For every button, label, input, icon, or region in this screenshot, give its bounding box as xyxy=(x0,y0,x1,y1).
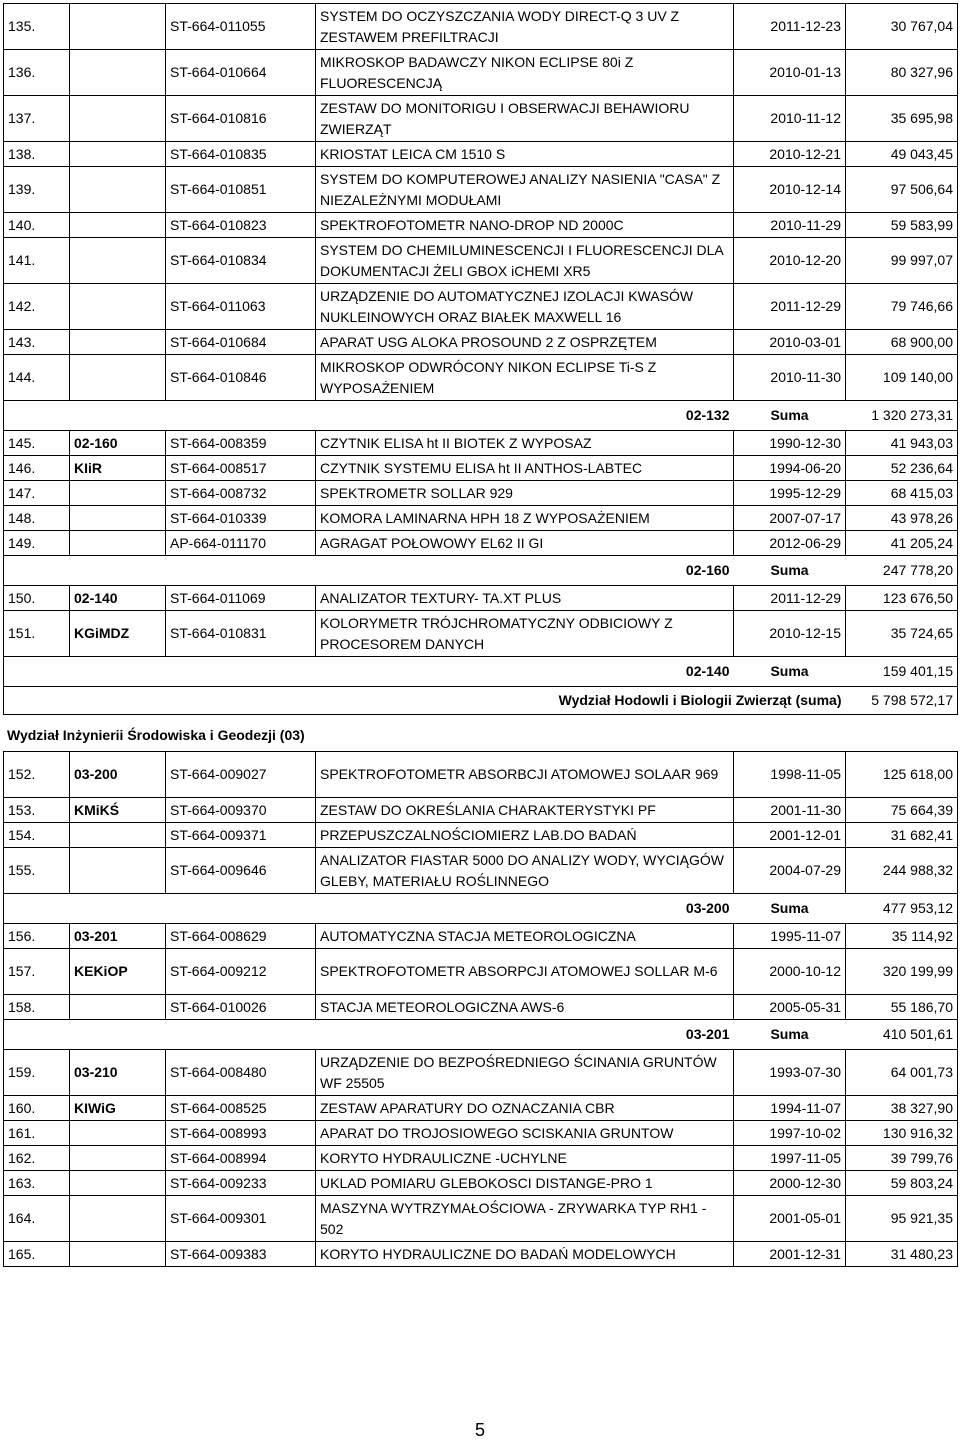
item-name: KRIOSTAT LEICA CM 1510 S xyxy=(316,142,734,167)
row-number: 147. xyxy=(4,481,70,506)
inventory-number: ST-664-010664 xyxy=(166,50,316,96)
row-number: 139. xyxy=(4,167,70,213)
table-row xyxy=(4,50,958,96)
subtotal-value: 1 320 273,31 xyxy=(846,401,958,431)
row-number: 142. xyxy=(4,284,70,330)
item-value: 52 236,64 xyxy=(846,456,958,481)
item-value: 130 916,32 xyxy=(846,1121,958,1146)
item-name: SPEKTROMETR SOLLAR 929 xyxy=(316,481,734,506)
item-value: 80 327,96 xyxy=(846,50,958,96)
subtotal-spacer xyxy=(4,657,734,687)
subtotal-code: 03-200 xyxy=(685,900,730,916)
inventory-number: ST-664-009301 xyxy=(166,1196,316,1242)
inventory-number: ST-664-008480 xyxy=(166,1050,316,1096)
item-value: 30 767,04 xyxy=(846,4,958,50)
unit-code: KMiKŚ xyxy=(70,798,166,823)
item-value: 35 695,98 xyxy=(846,96,958,142)
item-value: 49 043,45 xyxy=(846,142,958,167)
unit-code xyxy=(70,284,166,330)
subtotal-value: 247 778,20 xyxy=(846,556,958,586)
inventory-number: ST-664-010834 xyxy=(166,238,316,284)
item-name: UKLAD POMIARU GLEBOKOSCI DISTANGE-PRO 1 xyxy=(316,1171,734,1196)
page-number: 5 xyxy=(474,1420,485,1440)
department-title: Wydział Inżynierii Środowiska i Geodezji (03) xyxy=(7,727,305,743)
table-row xyxy=(4,238,958,284)
acquisition-date: 2011-12-29 xyxy=(734,586,846,611)
row-number: 141. xyxy=(4,238,70,284)
unit-code: KEKiOP xyxy=(70,949,166,995)
unit-code xyxy=(70,1121,166,1146)
row-number: 158. xyxy=(4,995,70,1020)
unit-code: KGiMDZ xyxy=(70,611,166,657)
table-row xyxy=(4,142,958,167)
inventory-number: ST-664-009646 xyxy=(166,848,316,894)
row-number: 165. xyxy=(4,1242,70,1267)
item-name: MASZYNA WYTRZYMAŁOŚCIOWA - ZRYWARKA TYP RH1 - 502 xyxy=(316,1196,734,1242)
row-number: 146. xyxy=(4,456,70,481)
acquisition-date: 2001-12-01 xyxy=(734,823,846,848)
item-name: KOLORYMETR TRÓJCHROMATYCZNY ODBICIOWY Z PROCESOREM DANYCH xyxy=(316,611,734,657)
acquisition-date: 2011-12-23 xyxy=(734,4,846,50)
item-name: SPEKTROFOTOMETR ABSORBCJI ATOMOWEJ SOLAAR 969 xyxy=(316,752,734,798)
inventory-number: ST-664-009233 xyxy=(166,1171,316,1196)
item-name: KOMORA LAMINARNA HPH 18 Z WYPOSAŻENIEM xyxy=(316,506,734,531)
table-row xyxy=(4,924,958,949)
item-value: 31 682,41 xyxy=(846,823,958,848)
unit-code: 02-160 xyxy=(70,431,166,456)
row-number: 155. xyxy=(4,848,70,894)
table-row xyxy=(4,213,958,238)
subtotal-code: 02-132 xyxy=(685,407,730,423)
unit-code xyxy=(70,355,166,401)
item-value: 59 583,99 xyxy=(846,213,958,238)
unit-code xyxy=(70,330,166,355)
inventory-number: ST-664-010831 xyxy=(166,611,316,657)
item-name: SYSTEM DO KOMPUTEROWEJ ANALIZY NASIENIA "CASA" Z NIEZALEŻNYMI MODUŁAMI xyxy=(316,167,734,213)
unit-code: 03-201 xyxy=(70,924,166,949)
table-row xyxy=(4,481,958,506)
unit-code xyxy=(70,50,166,96)
inventory-number: ST-664-010684 xyxy=(166,330,316,355)
item-value: 35 724,65 xyxy=(846,611,958,657)
subtotal-row xyxy=(4,657,958,687)
unit-code xyxy=(70,1146,166,1171)
row-number: 164. xyxy=(4,1196,70,1242)
row-number: 156. xyxy=(4,924,70,949)
item-name: SYSTEM DO CHEMILUMINESCENCJI I FLUORESCENCJI DLA DOKUMENTACJI ŻELI GBOX iCHEMI XR5 xyxy=(316,238,734,284)
subtotal-value: 159 401,15 xyxy=(846,657,958,687)
table-row xyxy=(4,1242,958,1267)
item-value: 35 114,92 xyxy=(846,924,958,949)
item-value: 320 199,99 xyxy=(846,949,958,995)
item-name: APARAT USG ALOKA PROSOUND 2 Z OSPRZĘTEM xyxy=(316,330,734,355)
row-number: 154. xyxy=(4,823,70,848)
acquisition-date: 1990-12-30 xyxy=(734,431,846,456)
acquisition-date: 1995-11-07 xyxy=(734,924,846,949)
item-name: CZYTNIK ELISA ht II BIOTEK Z WYPOSAZ xyxy=(316,431,734,456)
table-row xyxy=(4,1171,958,1196)
acquisition-date: 2005-05-31 xyxy=(734,995,846,1020)
inventory-document xyxy=(3,3,957,1267)
inventory-number: ST-664-009383 xyxy=(166,1242,316,1267)
item-name: PRZEPUSZCZALNOŚCIOMIERZ LAB.DO BADAŃ xyxy=(316,823,734,848)
row-number: 144. xyxy=(4,355,70,401)
unit-code: 03-200 xyxy=(70,752,166,798)
item-name: KORYTO HYDRAULICZNE -UCHYLNE xyxy=(316,1146,734,1171)
table-row xyxy=(4,798,958,823)
unit-code xyxy=(70,1171,166,1196)
item-value: 64 001,73 xyxy=(846,1050,958,1096)
item-name: SPEKTROFOTOMETR ABSORPCJI ATOMOWEJ SOLLAR M-6 xyxy=(316,949,734,995)
subtotal-label: Suma xyxy=(734,894,846,924)
subtotal-code: 02-160 xyxy=(685,562,730,578)
inventory-number: ST-664-010816 xyxy=(166,96,316,142)
acquisition-date: 2012-06-29 xyxy=(734,531,846,556)
item-name: ZESTAW DO OKREŚLANIA CHARAKTERYSTYKI PF xyxy=(316,798,734,823)
inventory-number: ST-664-010026 xyxy=(166,995,316,1020)
subtotal-row xyxy=(4,1020,958,1050)
item-name: URZĄDZENIE DO AUTOMATYCZNEJ IZOLACJI KWASÓW NUKLEINOWYCH ORAZ BIAŁEK MAXWELL 16 xyxy=(316,284,734,330)
row-number: 138. xyxy=(4,142,70,167)
table-row xyxy=(4,506,958,531)
inventory-number: ST-664-008525 xyxy=(166,1096,316,1121)
acquisition-date: 2010-11-12 xyxy=(734,96,846,142)
row-number: 149. xyxy=(4,531,70,556)
unit-code xyxy=(70,142,166,167)
table-row xyxy=(4,1121,958,1146)
department-total-value: 5 798 572,17 xyxy=(846,687,958,715)
unit-code xyxy=(70,1196,166,1242)
subtotal-value: 410 501,61 xyxy=(846,1020,958,1050)
item-name: MIKROSKOP BADAWCZY NIKON ECLIPSE 80i Z FLUORESCENCJĄ xyxy=(316,50,734,96)
acquisition-date: 1995-12-29 xyxy=(734,481,846,506)
table-row xyxy=(4,586,958,611)
inventory-number: ST-664-008993 xyxy=(166,1121,316,1146)
item-name: STACJA METEOROLOGICZNA AWS-6 xyxy=(316,995,734,1020)
table-row xyxy=(4,330,958,355)
acquisition-date: 1998-11-05 xyxy=(734,752,846,798)
row-number: 157. xyxy=(4,949,70,995)
item-name: SYSTEM DO OCZYSZCZANIA WODY DIRECT-Q 3 UV Z ZESTAWEM PREFILTRACJI xyxy=(316,4,734,50)
item-name: SPEKTROFOTOMETR NANO-DROP ND 2000C xyxy=(316,213,734,238)
acquisition-date: 2004-07-29 xyxy=(734,848,846,894)
unit-code xyxy=(70,167,166,213)
unit-code xyxy=(70,4,166,50)
acquisition-date: 1993-07-30 xyxy=(734,1050,846,1096)
acquisition-date: 2010-12-21 xyxy=(734,142,846,167)
table-row xyxy=(4,823,958,848)
unit-code: KIiR xyxy=(70,456,166,481)
unit-code: 02-140 xyxy=(70,586,166,611)
item-value: 123 676,50 xyxy=(846,586,958,611)
acquisition-date: 2010-12-14 xyxy=(734,167,846,213)
inventory-number: ST-664-011069 xyxy=(166,586,316,611)
subtotal-row xyxy=(4,401,958,431)
acquisition-date: 2000-12-30 xyxy=(734,1171,846,1196)
acquisition-date: 1997-11-05 xyxy=(734,1146,846,1171)
item-value: 59 803,24 xyxy=(846,1171,958,1196)
item-value: 41 205,24 xyxy=(846,531,958,556)
inventory-number: ST-664-010339 xyxy=(166,506,316,531)
subtotal-label: Suma xyxy=(734,657,846,687)
subtotal-label: Suma xyxy=(734,1020,846,1050)
row-number: 143. xyxy=(4,330,70,355)
row-number: 136. xyxy=(4,50,70,96)
item-value: 68 900,00 xyxy=(846,330,958,355)
inventory-number: ST-664-011063 xyxy=(166,284,316,330)
row-number: 163. xyxy=(4,1171,70,1196)
item-value: 125 618,00 xyxy=(846,752,958,798)
acquisition-date: 2001-05-01 xyxy=(734,1196,846,1242)
row-number: 153. xyxy=(4,798,70,823)
item-value: 75 664,39 xyxy=(846,798,958,823)
table-row xyxy=(4,848,958,894)
row-number: 145. xyxy=(4,431,70,456)
row-number: 148. xyxy=(4,506,70,531)
subtotal-row xyxy=(4,556,958,586)
table-row xyxy=(4,995,958,1020)
table-row xyxy=(4,1196,958,1242)
item-name: URZĄDZENIE DO BEZPOŚREDNIEGO ŚCINANIA GRUNTÓW WF 25505 xyxy=(316,1050,734,1096)
table-row xyxy=(4,1096,958,1121)
inventory-table-1 xyxy=(3,3,958,715)
inventory-number: ST-664-010823 xyxy=(166,213,316,238)
unit-code xyxy=(70,848,166,894)
unit-code xyxy=(70,531,166,556)
inventory-number: ST-664-009370 xyxy=(166,798,316,823)
unit-code xyxy=(70,995,166,1020)
unit-code xyxy=(70,213,166,238)
table-row xyxy=(4,1050,958,1096)
item-name: ZESTAW DO MONITORIGU I OBSERWACJI BEHAWIORU ZWIERZĄT xyxy=(316,96,734,142)
item-value: 43 978,26 xyxy=(846,506,958,531)
item-value: 79 746,66 xyxy=(846,284,958,330)
item-value: 95 921,35 xyxy=(846,1196,958,1242)
table-row xyxy=(4,96,958,142)
row-number: 160. xyxy=(4,1096,70,1121)
unit-code xyxy=(70,1242,166,1267)
acquisition-date: 1997-10-02 xyxy=(734,1121,846,1146)
row-number: 151. xyxy=(4,611,70,657)
inventory-number: ST-664-009027 xyxy=(166,752,316,798)
inventory-number: ST-664-008517 xyxy=(166,456,316,481)
unit-code: 03-210 xyxy=(70,1050,166,1096)
subtotal-row xyxy=(4,894,958,924)
item-name: ANALIZATOR TEXTURY- TA.XT PLUS xyxy=(316,586,734,611)
item-value: 41 943,03 xyxy=(846,431,958,456)
inventory-number: ST-664-008629 xyxy=(166,924,316,949)
item-name: AGRAGAT POŁOWOWY EL62 II GI xyxy=(316,531,734,556)
unit-code xyxy=(70,823,166,848)
inventory-number: ST-664-008994 xyxy=(166,1146,316,1171)
table-row xyxy=(4,611,958,657)
subtotal-spacer xyxy=(4,556,734,586)
row-number: 137. xyxy=(4,96,70,142)
subtotal-code: 03-201 xyxy=(685,1026,730,1042)
row-number: 150. xyxy=(4,586,70,611)
subtotal-spacer xyxy=(4,401,734,431)
item-name: KORYTO HYDRAULICZNE DO BADAŃ MODELOWYCH xyxy=(316,1242,734,1267)
row-number: 135. xyxy=(4,4,70,50)
table-row xyxy=(4,456,958,481)
acquisition-date: 1994-11-07 xyxy=(734,1096,846,1121)
table-row xyxy=(4,752,958,798)
table-row xyxy=(4,1146,958,1171)
unit-code xyxy=(70,238,166,284)
inventory-number: AP-664-011170 xyxy=(166,531,316,556)
inventory-number: ST-664-010846 xyxy=(166,355,316,401)
acquisition-date: 2010-12-15 xyxy=(734,611,846,657)
item-name: MIKROSKOP ODWRÓCONY NIKON ECLIPSE Ti-S Z WYPOSAŻENIEM xyxy=(316,355,734,401)
acquisition-date: 2010-12-20 xyxy=(734,238,846,284)
acquisition-date: 2010-11-29 xyxy=(734,213,846,238)
acquisition-date: 2001-12-31 xyxy=(734,1242,846,1267)
acquisition-date: 2007-07-17 xyxy=(734,506,846,531)
item-value: 99 997,07 xyxy=(846,238,958,284)
table-row xyxy=(4,949,958,995)
row-number: 152. xyxy=(4,752,70,798)
item-value: 39 799,76 xyxy=(846,1146,958,1171)
department-total-row xyxy=(4,687,958,715)
inventory-number: ST-664-009371 xyxy=(166,823,316,848)
acquisition-date: 2010-11-30 xyxy=(734,355,846,401)
unit-code xyxy=(70,96,166,142)
item-name: ANALIZATOR FIASTAR 5000 DO ANALIZY WODY, WYCIĄGÓW GLEBY, MATERIAŁU ROŚLINNEGO xyxy=(316,848,734,894)
unit-code xyxy=(70,481,166,506)
inventory-table-2 xyxy=(3,751,958,1267)
table-row xyxy=(4,284,958,330)
item-value: 31 480,23 xyxy=(846,1242,958,1267)
subtotal-label: Suma xyxy=(734,401,846,431)
table-row xyxy=(4,167,958,213)
subtotal-label: Suma xyxy=(734,556,846,586)
subtotal-spacer xyxy=(4,894,734,924)
item-name: CZYTNIK SYSTEMU ELISA ht II ANTHOS-LABTEC xyxy=(316,456,734,481)
item-value: 38 327,90 xyxy=(846,1096,958,1121)
item-value: 97 506,64 xyxy=(846,167,958,213)
item-value: 109 140,00 xyxy=(846,355,958,401)
inventory-number: ST-664-011055 xyxy=(166,4,316,50)
table-row xyxy=(4,355,958,401)
table-row xyxy=(4,4,958,50)
item-name: AUTOMATYCZNA STACJA METEOROLOGICZNA xyxy=(316,924,734,949)
item-value: 244 988,32 xyxy=(846,848,958,894)
item-name: APARAT DO TROJOSIOWEGO SCISKANIA GRUNTOW xyxy=(316,1121,734,1146)
acquisition-date: 1994-06-20 xyxy=(734,456,846,481)
acquisition-date: 2010-01-13 xyxy=(734,50,846,96)
acquisition-date: 2011-12-29 xyxy=(734,284,846,330)
inventory-number: ST-664-010851 xyxy=(166,167,316,213)
subtotal-spacer xyxy=(4,1020,734,1050)
unit-code: KIWiG xyxy=(70,1096,166,1121)
row-number: 140. xyxy=(4,213,70,238)
table-row xyxy=(4,531,958,556)
inventory-number: ST-664-008732 xyxy=(166,481,316,506)
acquisition-date: 2010-03-01 xyxy=(734,330,846,355)
inventory-number: ST-664-010835 xyxy=(166,142,316,167)
department-total-label: Wydział Hodowli i Biologii Zwierząt (suma) xyxy=(4,687,846,715)
item-value: 55 186,70 xyxy=(846,995,958,1020)
acquisition-date: 2001-11-30 xyxy=(734,798,846,823)
row-number: 159. xyxy=(4,1050,70,1096)
item-name: ZESTAW APARATURY DO OZNACZANIA CBR xyxy=(316,1096,734,1121)
row-number: 162. xyxy=(4,1146,70,1171)
subtotal-value: 477 953,12 xyxy=(846,894,958,924)
table-row xyxy=(4,431,958,456)
subtotal-code: 02-140 xyxy=(685,663,730,679)
inventory-number: ST-664-009212 xyxy=(166,949,316,995)
unit-code xyxy=(70,506,166,531)
item-value: 68 415,03 xyxy=(846,481,958,506)
row-number: 161. xyxy=(4,1121,70,1146)
acquisition-date: 2000-10-12 xyxy=(734,949,846,995)
inventory-number: ST-664-008359 xyxy=(166,431,316,456)
